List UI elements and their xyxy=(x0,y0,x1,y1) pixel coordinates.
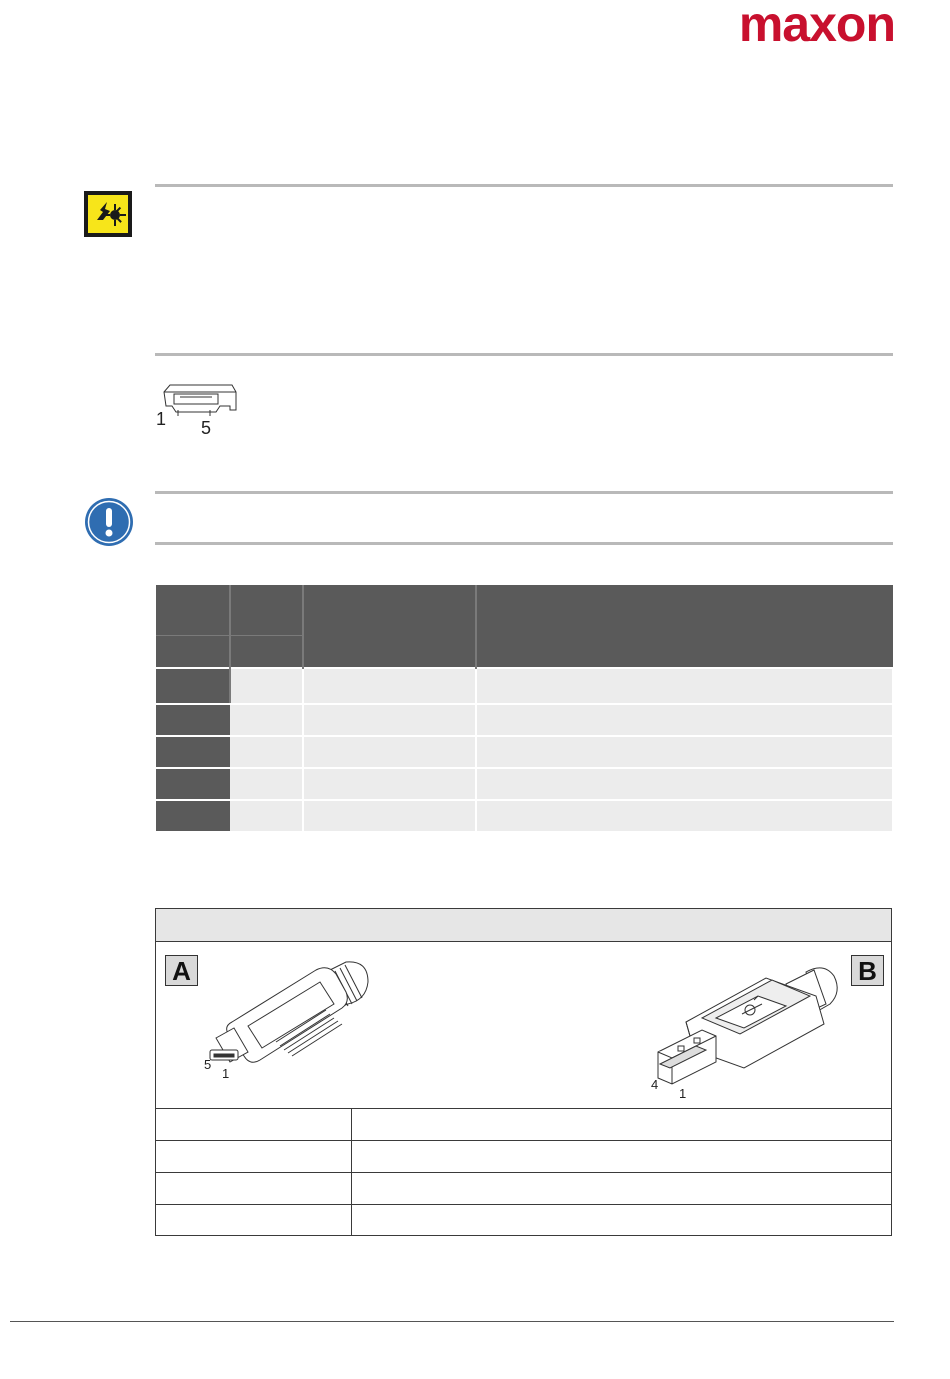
pin-cell xyxy=(156,736,230,768)
cable-spec-table xyxy=(156,1108,891,1236)
table-cell xyxy=(476,704,893,736)
table-row xyxy=(156,800,893,832)
exclamation-info-icon xyxy=(84,497,134,547)
pin-cell xyxy=(156,768,230,800)
table-cell xyxy=(303,736,476,768)
brand-logo: maxon xyxy=(738,0,895,52)
table-row xyxy=(156,1173,891,1205)
table-cell xyxy=(352,1205,892,1237)
table-cell xyxy=(156,1205,352,1237)
table-cell xyxy=(230,800,303,832)
plug-a-pin-5-label: 5 xyxy=(204,1057,212,1072)
table-row xyxy=(156,1109,891,1141)
table-cell xyxy=(352,1141,892,1173)
plug-a-pin-1-label: 1 xyxy=(222,1066,230,1081)
pin-cell xyxy=(156,704,230,736)
table-cell xyxy=(230,668,303,704)
table-cell xyxy=(303,768,476,800)
table-header-row xyxy=(156,585,893,636)
table-cell xyxy=(352,1109,892,1141)
esd-warning-icon xyxy=(83,190,133,238)
table-cell xyxy=(303,668,476,704)
table-cell xyxy=(156,1173,352,1205)
table-row xyxy=(156,1141,891,1173)
table-cell xyxy=(476,736,893,768)
table-cell xyxy=(230,704,303,736)
table-row xyxy=(156,1205,891,1237)
connector-pin-1-label: 1 xyxy=(156,409,167,429)
plug-b-pin-1-label: 1 xyxy=(679,1086,687,1101)
header-cell xyxy=(156,636,230,669)
table-cell xyxy=(156,1109,352,1141)
header-cell xyxy=(476,585,893,668)
pin-cell xyxy=(156,800,230,832)
warning-bottom-rule xyxy=(155,353,893,356)
header-cell xyxy=(230,585,303,636)
table-cell xyxy=(303,800,476,832)
table-cell xyxy=(303,704,476,736)
header-cell xyxy=(230,636,303,669)
warning-top-rule xyxy=(155,184,893,187)
note-top-rule xyxy=(155,491,893,494)
note-bottom-rule xyxy=(155,542,893,545)
micro-usb-plug-illustration xyxy=(196,952,376,1072)
pin-cell xyxy=(156,668,230,704)
table-cell xyxy=(156,1141,352,1173)
connector-pin-5-label: 5 xyxy=(201,418,212,438)
header-cell xyxy=(303,585,476,668)
socket-connector-figure xyxy=(156,382,246,438)
table-row xyxy=(156,704,893,736)
table-row xyxy=(156,668,893,704)
plug-b-pin-4-label: 4 xyxy=(651,1077,659,1092)
table-cell xyxy=(476,668,893,704)
footer-rule xyxy=(10,1321,894,1322)
table-row xyxy=(156,736,893,768)
tag-a: A xyxy=(165,955,198,986)
table-row xyxy=(156,768,893,800)
table-cell xyxy=(230,768,303,800)
pin-assignment-table xyxy=(156,585,894,833)
table-cell xyxy=(352,1173,892,1205)
table-cell xyxy=(476,768,893,800)
cable-box-header xyxy=(156,909,891,942)
table-cell xyxy=(476,800,893,832)
table-cell xyxy=(230,736,303,768)
header-cell xyxy=(156,585,230,636)
usb-cable-figure-box xyxy=(155,908,892,1236)
tag-b: B xyxy=(851,955,884,986)
usb-a-plug-illustration xyxy=(646,952,846,1092)
